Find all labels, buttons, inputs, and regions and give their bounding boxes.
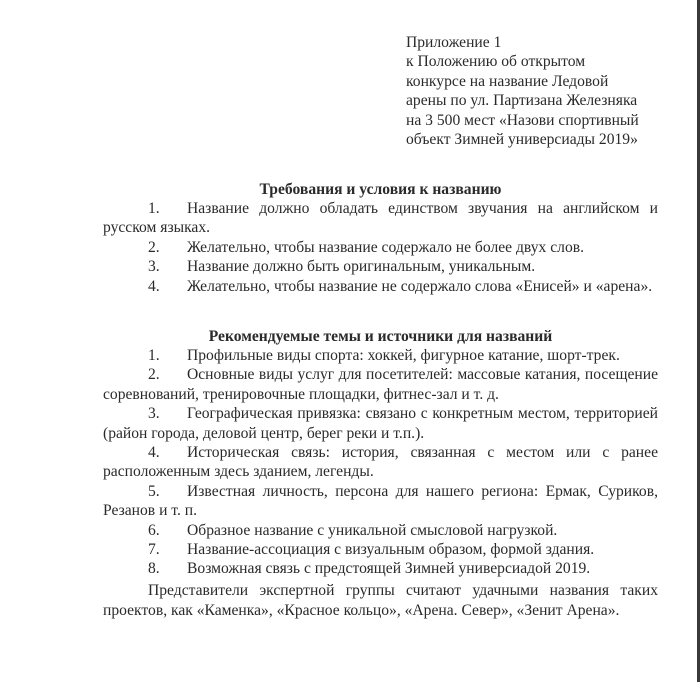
item-number: 4. [148, 444, 160, 462]
list-item [103, 365, 658, 404]
item-text: Название-ассоциация с визуальным образом, формой здания. [187, 541, 595, 559]
item-number: 8. [148, 560, 160, 578]
item-number: 6. [148, 521, 160, 539]
item-number: 5. [148, 482, 160, 500]
appendix-line: на 3 500 мест «Назови спортивный [406, 111, 639, 129]
list-item [103, 238, 658, 257]
list-item [103, 540, 658, 559]
topics-title: Рекомендуемые темы и источники для названий [208, 328, 553, 345]
appendix-line: конкурсе на название Ледовой [406, 72, 609, 90]
item-number: 4. [148, 277, 160, 295]
list-item [103, 559, 658, 578]
item-number: 2. [148, 238, 160, 256]
closing-paragraph: Представители экспертной группы считают удачными названия таких проектов, как «Каменка», «Красное кольцо», «Арена. Север», «Зенит Арена». [103, 582, 658, 619]
appendix-line: арены по ул. Партизана Железняка [406, 92, 638, 110]
list-item [103, 257, 658, 276]
appendix-header [406, 33, 666, 149]
list-item [103, 346, 658, 365]
item-number: 1. [148, 200, 160, 217]
topics-list [103, 346, 658, 579]
item-text: Историческая связь: история, связанная с местом или с ранее расположенным здесь зданием, легенды. [103, 444, 658, 481]
list-item [103, 277, 658, 296]
list-item [103, 199, 658, 238]
item-number: 2. [148, 366, 160, 384]
item-text: Географическая привязка: связано с конкретным местом, территорией (район города, деловой центр, берег реки и т.п.). [103, 405, 658, 442]
list-item [103, 404, 658, 443]
item-text: Возможная связь с предстоящей Зимней универсиадой 2019. [187, 560, 591, 578]
item-text: Образное название с уникальной смысловой нагрузкой. [187, 521, 558, 539]
item-text: Желательно, чтобы название содержало не более двух слов. [187, 238, 584, 256]
item-text: Название должно обладать единством звучания на английском и русском языках. [103, 200, 658, 237]
item-number: 7. [148, 541, 160, 559]
appendix-line: к Положению об открытом [406, 53, 586, 71]
item-number: 3. [148, 405, 160, 423]
list-item [103, 482, 658, 521]
item-text: Название должно быть оригинальным, уникальным. [187, 258, 536, 276]
list-item [103, 443, 658, 482]
appendix-line: объект Зимней универсиады 2019» [406, 131, 638, 149]
requirements-title: Требования и условия к названию [259, 181, 502, 198]
item-text: Известная личность, персона для нашего региона: Ермак, Суриков, Резанов и т. п. [103, 482, 658, 520]
appendix-line: Приложение 1 [406, 34, 502, 51]
requirements-list [103, 199, 658, 296]
item-number: 3. [148, 258, 160, 276]
item-number: 1. [148, 347, 160, 364]
list-item [103, 521, 658, 540]
item-text: Основные виды услуг для посетителей: массовые катания, посещение соревнований, тренировочные площадки, фитнес-зал и т. д. [103, 366, 658, 403]
item-text: Желательно, чтобы название не содержало слова «Енисей» и «арена». [187, 277, 653, 295]
item-text: Профильные виды спорта: хоккей, фигурное катание, шорт-трек. [187, 347, 620, 364]
